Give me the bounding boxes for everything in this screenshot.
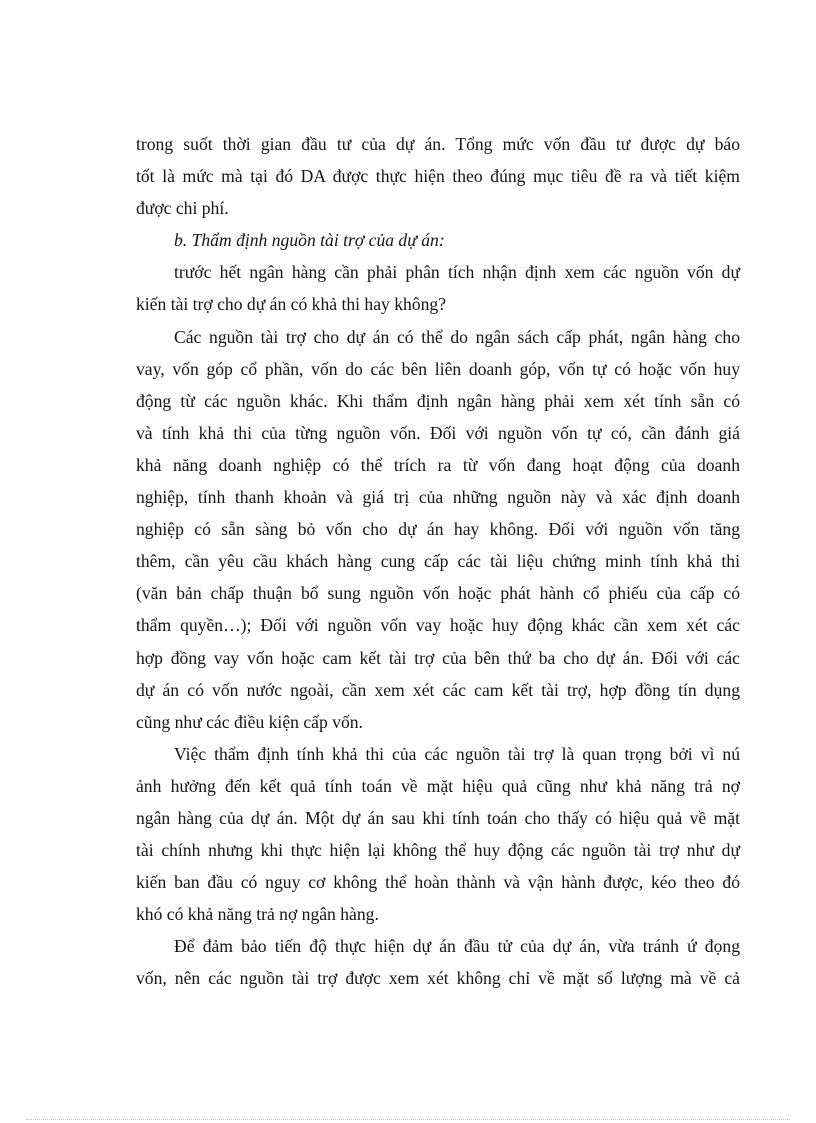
text-line: tốt là mức mà tại đó DA được thực hiện theo đúng mục tiêu đề ra và tiết kiệm xyxy=(136,166,740,187)
text-line: vốn, nên các nguồn tài trợ được xem xét không chỉ về mặt số lượng mà về cả xyxy=(136,968,740,989)
paragraph-intro-funding xyxy=(136,256,740,320)
text-line: nghiệp có sẵn sàng bỏ vốn cho dự án hay không. Đối với nguồn vốn tăng xyxy=(136,519,740,540)
paragraph-total-investment xyxy=(136,128,740,224)
text-line: động từ các nguồn khác. Khi thẩm định ngân hàng phải xem xét tính sẵn có xyxy=(136,390,740,411)
text-line: trước hết ngân hàng cần phải phân tích nhận định xem các nguồn vốn dự xyxy=(174,262,740,283)
page-footer-divider xyxy=(26,1119,790,1120)
section-heading-b xyxy=(136,224,740,256)
text-line: cũng như các điều kiện cấp vốn. xyxy=(136,711,363,732)
text-line: ngân hàng của dự án. Một dự án sau khi tính toán cho thấy có hiệu quả về mặt xyxy=(136,807,740,828)
text-line: Việc thẩm định tính khả thi của các nguồn tài trợ là quan trọng bởi vì nú xyxy=(174,743,740,764)
document-body xyxy=(136,128,740,995)
text-line: ảnh hưởng đến kết quả tính toán về mặt hiệu quả cũng như khả năng trả nợ xyxy=(136,775,740,796)
paragraph-schedule xyxy=(136,930,740,994)
text-line: kiến tài trợ cho dự án có khả thi hay không? xyxy=(136,294,447,315)
paragraph-funding-sources xyxy=(136,321,740,738)
text-line: khó có khả năng trả nợ ngân hàng. xyxy=(136,904,379,925)
text-line: và tính khả thi của từng nguồn vốn. Đối với nguồn vốn tự có, cần đánh giá xyxy=(136,422,740,443)
text-line: Để đảm bảo tiến độ thực hiện dự án đầu tử của dự án, vừa tránh ứ đọng xyxy=(174,936,740,957)
text-line: được chi phí. xyxy=(136,198,229,219)
paragraph-feasibility-importance xyxy=(136,738,740,931)
text-line: hợp đồng vay vốn hoặc cam kết tài trợ của bên thứ ba cho dự án. Đối với các xyxy=(136,647,740,668)
text-line: thẩm quyền…); Đối với nguồn vốn vay hoặc huy động khác cần xem xét các xyxy=(136,615,740,636)
text-line: nghiệp, tính thanh khoản và giá trị của những nguồn này và xác định doanh xyxy=(136,487,740,508)
text-line: thêm, cần yêu cầu khách hàng cung cấp các tài liệu chứng minh tính khả thi xyxy=(136,551,740,572)
text-line: tài chính nhưng khi thực hiện lại không thể huy động các nguồn tài trợ như dự xyxy=(136,840,740,861)
text-line: Các nguồn tài trợ cho dự án có thể do ngân sách cấp phát, ngân hàng cho xyxy=(174,326,740,347)
text-line: vay, vốn góp cổ phần, vốn do các bên liên doanh góp, vốn tự có hoặc vốn huy xyxy=(136,358,740,379)
text-line: (văn bản chấp thuận bổ sung nguồn vốn hoặc phát hành cổ phiếu của cấp có xyxy=(136,583,740,604)
heading-line: b. Thẩm định nguồn tài trợ của dự án: xyxy=(174,230,445,251)
text-line: dự án có vốn nước ngoài, cần xem xét các cam kết tài trợ, hợp đồng tín dụng xyxy=(136,679,740,700)
text-line: trong suốt thời gian đầu tư của dự án. Tổng mức vốn đầu tư được dự báo xyxy=(136,134,740,154)
text-line: khả năng doanh nghiệp có thể trích ra từ vốn đang hoạt động của doanh xyxy=(136,454,740,475)
text-line: kiến ban đầu có nguy cơ không thể hoàn thành và vận hành được, kéo theo đó xyxy=(136,872,740,893)
